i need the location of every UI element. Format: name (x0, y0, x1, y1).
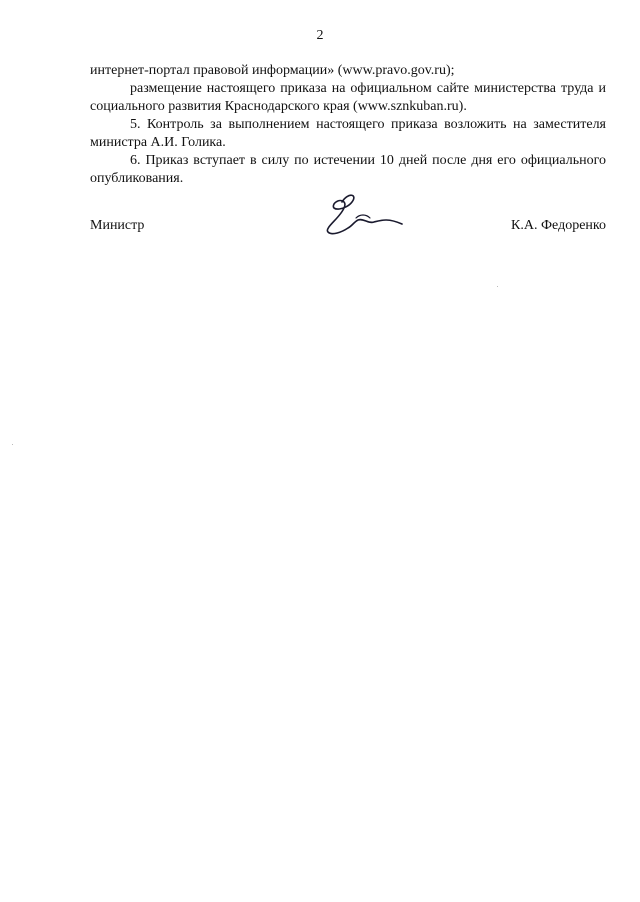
handwritten-signature (318, 188, 408, 238)
paragraph-control: 5. Контроль за выполнением настоящего приказа возложить на заместителя министра А.И. Голика. (90, 117, 606, 150)
paragraph-website: размещение настоящего приказа на официальном сайте министерства труда и социального развития Краснодарского края (www.sznkuban.ru). (90, 81, 606, 114)
signer-role: Министр (90, 218, 145, 233)
paragraph-portal: интернет-портал правовой информации» (www.pravo.gov.ru); (90, 63, 455, 78)
paragraph-effective-date: 6. Приказ вступает в силу по истечении 10 дней после дня его официального опубликования. (90, 153, 606, 186)
scan-speck (12, 444, 13, 445)
scan-speck (497, 286, 498, 287)
document-body (90, 62, 606, 188)
signer-name: К.А. Федоренко (511, 218, 606, 233)
page-number: 2 (316, 28, 324, 43)
